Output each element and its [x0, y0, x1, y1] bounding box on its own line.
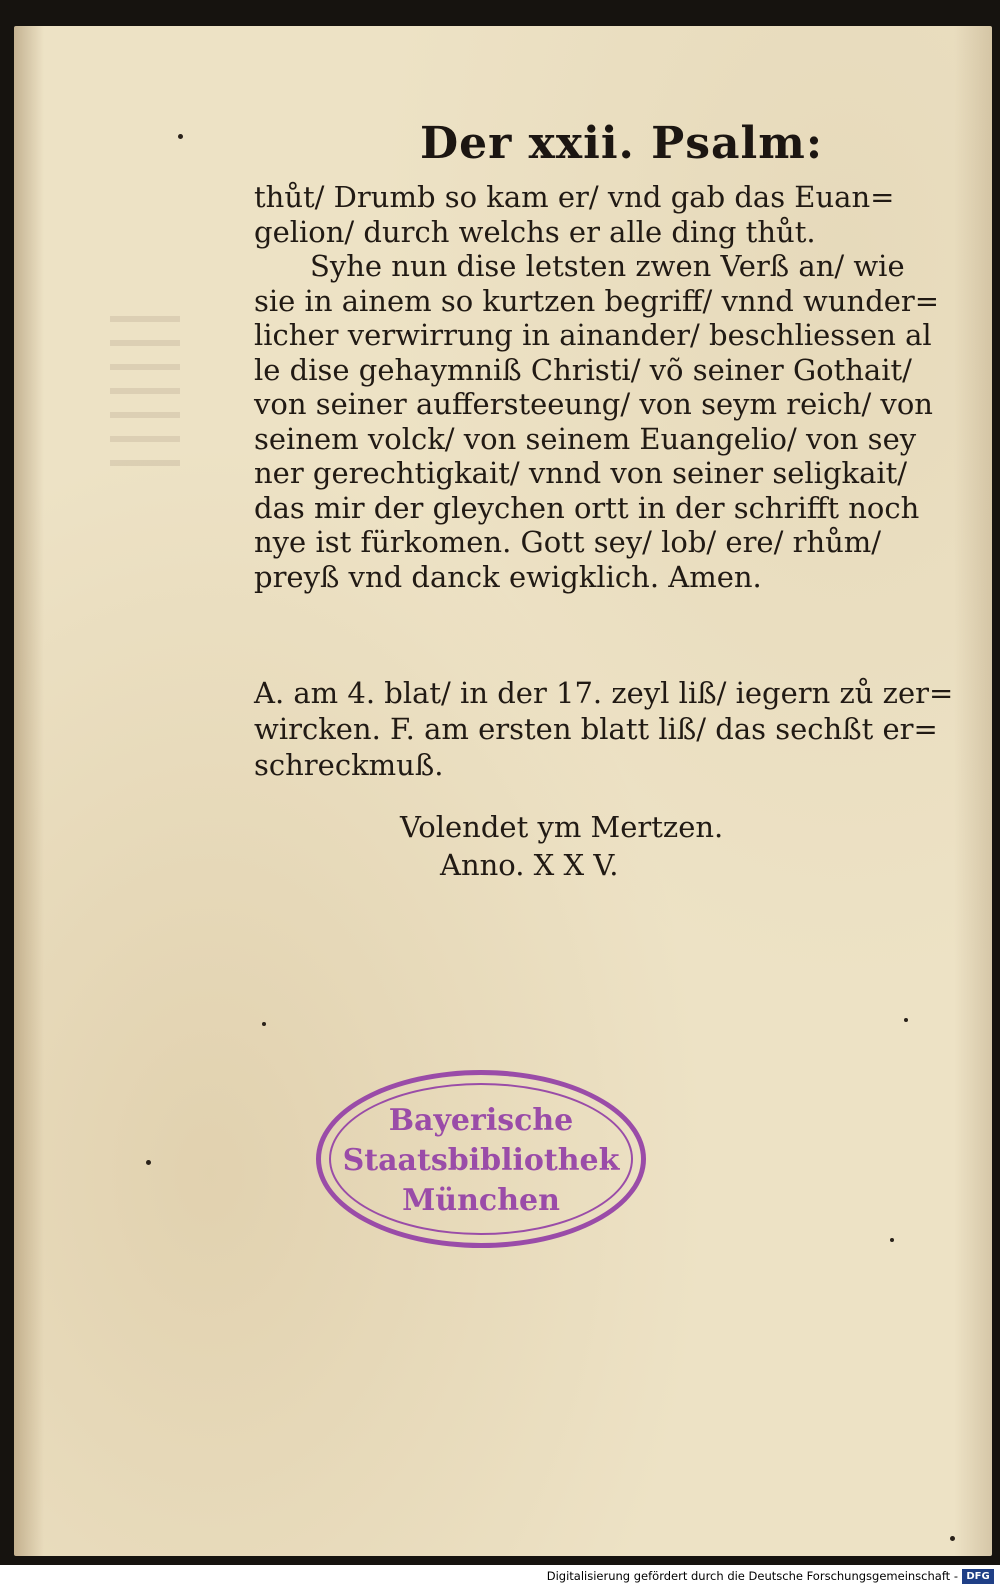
text-line: sie in ainem so kurtzen begriff/ vnnd wunder=	[254, 283, 940, 318]
text-line: preyß vnd danck ewigklich. Amen.	[254, 559, 762, 594]
ink-speck	[890, 1238, 894, 1242]
stamp-text	[321, 1101, 641, 1221]
colophon-line: Volendet ym Mertzen.	[400, 810, 724, 844]
main-text-block	[254, 180, 940, 594]
library-stamp	[316, 1070, 646, 1248]
text-line: Syhe nun dise letsten zwen Verß an/ wie	[310, 249, 905, 283]
stamp-line: Staatsbibliothek	[342, 1143, 620, 1178]
ink-speck	[904, 1018, 908, 1022]
colophon-line: Anno. X X V.	[440, 848, 619, 882]
colophon	[400, 808, 723, 884]
text-line: le dise gehaymniß Christi/ võ seiner Gothait/	[254, 352, 912, 387]
text-line: das mir der gleychen ortt in der schrifft noch	[254, 490, 920, 525]
stamp-line: Bayerische	[388, 1103, 574, 1138]
text-line: seinem volck/ von seinem Euangelio/ von sey	[254, 421, 917, 456]
dfg-logo: DFG	[962, 1569, 994, 1584]
errata-line: schreckmuß.	[254, 748, 444, 782]
page-heading: Der xxii. Psalm:	[420, 118, 824, 169]
text-line: thůt/ Drumb so kam er/ vnd gab das Euan=	[254, 180, 895, 214]
ink-speck	[950, 1536, 955, 1541]
bleed-through-shadow	[110, 316, 180, 476]
text-line: gelion/ durch welchs er alle ding thůt.	[254, 214, 816, 249]
footer-bar	[0, 1566, 1000, 1588]
ink-speck	[178, 134, 183, 139]
errata-line: A. am 4. blat/ in der 17. zeyl liß/ iegern zů zer=	[254, 676, 954, 710]
errata-line: wircken. F. am ersten blatt liß/ das sechßt er=	[254, 712, 938, 746]
stamp-line: München	[402, 1183, 560, 1218]
ink-speck	[146, 1160, 151, 1165]
text-line: ner gerechtigkait/ vnnd von seiner seligkait/	[254, 456, 908, 490]
text-line: von seiner aufferstееung/ von seym reich/ von	[254, 387, 933, 421]
errata-block	[254, 675, 954, 783]
funding-notice: Digitalisierung gefördert durch die Deutsche Forschungsgemeinschaft -	[546, 1569, 958, 1583]
text-line: nye ist fürkomen. Gott sey/ lob/ ere/ rhům/	[254, 525, 882, 559]
ink-speck	[262, 1022, 266, 1026]
text-line: licher verwirrung in ainander/ beschliessen al	[254, 318, 932, 352]
